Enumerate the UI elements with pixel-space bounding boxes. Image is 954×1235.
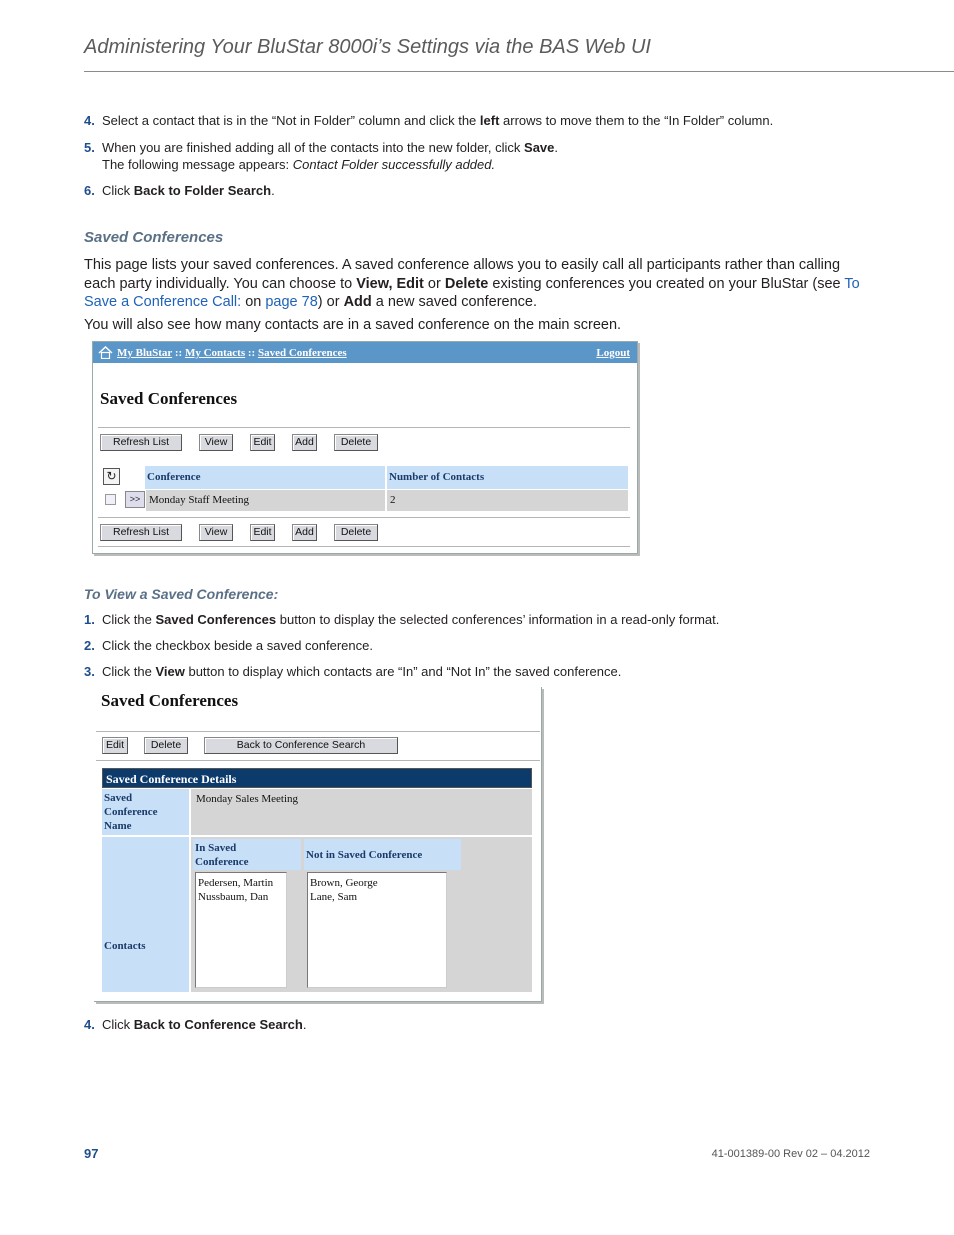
not-in-conference-listbox[interactable] bbox=[307, 872, 447, 988]
divider bbox=[96, 731, 540, 732]
step-number: 5. bbox=[84, 140, 95, 155]
refresh-icon[interactable]: ↻ bbox=[103, 468, 120, 485]
step-italic: Contact Folder successfully added. bbox=[292, 157, 496, 172]
add-button[interactable]: Add bbox=[292, 524, 317, 541]
step-bold: Saved Conferences bbox=[155, 612, 277, 627]
crumb-saved-conferences[interactable]: Saved Conferences bbox=[257, 347, 347, 359]
step-text: button to display the selected conferences’ information in a read-only format. bbox=[276, 612, 720, 627]
edit-button[interactable]: Edit bbox=[102, 737, 128, 754]
refresh-list-button[interactable]: Refresh List bbox=[100, 434, 182, 451]
step-bold: View bbox=[155, 664, 185, 679]
delete-button[interactable]: Delete bbox=[334, 524, 378, 541]
step-number: 1. bbox=[84, 612, 95, 627]
page-title: Saved Conferences bbox=[101, 691, 239, 710]
subsection-heading: To View a Saved Conference: bbox=[84, 586, 279, 602]
step-number: 4. bbox=[84, 113, 95, 128]
step-text: . bbox=[271, 183, 275, 198]
step-text: Click bbox=[102, 183, 134, 198]
logout-link[interactable]: Logout bbox=[596, 347, 630, 359]
divider bbox=[98, 517, 630, 518]
details-header: Saved Conference Details bbox=[102, 768, 532, 788]
step-number: 6. bbox=[84, 183, 95, 198]
view-step-3 bbox=[84, 663, 884, 681]
column-header-count[interactable]: Number of Contacts bbox=[387, 466, 628, 489]
list-item[interactable]: Pedersen, Martin bbox=[198, 877, 274, 889]
divider bbox=[98, 427, 630, 428]
conference-name-value: Monday Sales Meeting bbox=[191, 789, 532, 835]
crumb-my-contacts[interactable]: My Contacts bbox=[184, 347, 246, 359]
divider bbox=[98, 546, 630, 547]
view-step-1 bbox=[84, 611, 884, 629]
step-bold: left bbox=[479, 113, 500, 128]
step-text: . bbox=[554, 140, 559, 155]
cell-conference-name: Monday Staff Meeting bbox=[146, 490, 385, 511]
header-line: Conference bbox=[195, 856, 249, 868]
label-line: Saved bbox=[104, 792, 133, 804]
step-number: 3. bbox=[84, 664, 95, 679]
step-text: arrows to move them to the “In Folder” column. bbox=[499, 113, 774, 128]
nav-bar bbox=[93, 342, 637, 363]
delete-button[interactable]: Delete bbox=[144, 737, 188, 754]
section-heading: Saved Conferences bbox=[84, 229, 224, 246]
step-text: Click the checkbox beside a saved conference. bbox=[102, 638, 373, 653]
breadcrumb bbox=[117, 347, 347, 359]
cell-contact-count: 2 bbox=[387, 490, 628, 511]
view-step-4 bbox=[84, 1016, 884, 1034]
divider bbox=[96, 760, 540, 761]
section-paragraph-2: You will also see how many contacts are in a saved conference on the main screen. bbox=[84, 317, 622, 333]
para-bold: View, Edit bbox=[356, 275, 424, 292]
para-text: ) or bbox=[317, 294, 344, 310]
header-divider bbox=[84, 71, 954, 72]
step-text: Click the bbox=[102, 664, 156, 679]
expand-row-button[interactable]: >> bbox=[125, 491, 145, 508]
list-item[interactable]: Lane, Sam bbox=[310, 891, 358, 903]
not-in-conference-header: Not in Saved Conference bbox=[304, 839, 461, 870]
in-conference-listbox[interactable] bbox=[195, 872, 287, 988]
home-icon[interactable] bbox=[98, 346, 113, 359]
step-bold: Back to Conference Search bbox=[133, 1017, 303, 1032]
section-paragraph bbox=[84, 256, 874, 312]
step-text: The following message appears: bbox=[102, 157, 293, 172]
list-item[interactable]: Brown, George bbox=[310, 877, 378, 889]
back-to-conference-search-button[interactable]: Back to Conference Search bbox=[204, 737, 398, 754]
refresh-list-button[interactable]: Refresh List bbox=[100, 524, 182, 541]
step-4 bbox=[84, 112, 884, 130]
header-line: In Saved bbox=[195, 842, 237, 854]
step-text: . bbox=[302, 1017, 307, 1032]
page-header-title: Administering Your BluStar 8000i’s Settings via the BAS Web UI bbox=[84, 36, 651, 58]
label-line: Conference bbox=[104, 806, 158, 818]
page-number: 97 bbox=[84, 1146, 99, 1161]
saved-conference-details-screenshot bbox=[94, 687, 542, 1002]
step-5 bbox=[84, 139, 884, 175]
delete-button[interactable]: Delete bbox=[334, 434, 378, 451]
step-text: button to display which contacts are “In” and “Not In” the saved conference. bbox=[184, 664, 622, 679]
step-text: Select a contact that is in the “Not in Folder” column and click the bbox=[102, 113, 480, 128]
document-id: 41-001389-00 Rev 02 – 04.2012 bbox=[711, 1148, 870, 1160]
contacts-label: Contacts bbox=[102, 837, 189, 992]
add-button[interactable]: Add bbox=[292, 434, 317, 451]
para-text: on bbox=[241, 294, 266, 310]
para-text: a new saved conference. bbox=[371, 294, 537, 310]
step-text: Click bbox=[102, 1017, 134, 1032]
edit-button[interactable]: Edit bbox=[250, 524, 275, 541]
saved-conferences-screenshot bbox=[92, 341, 638, 554]
step-6 bbox=[84, 182, 884, 200]
para-bold: Delete bbox=[444, 275, 489, 292]
in-conference-header bbox=[193, 839, 301, 870]
edit-button[interactable]: Edit bbox=[250, 434, 275, 451]
link-page-78[interactable]: page 78 bbox=[265, 294, 318, 310]
crumb-my-blustar[interactable]: My BluStar bbox=[117, 347, 173, 359]
para-text: This page lists your saved conferences. A saved conference allows you to easily call all participants rather than calling each party individually. You can choose to bbox=[84, 257, 841, 292]
column-header-conference[interactable]: Conference bbox=[145, 466, 385, 489]
step-number: 2. bbox=[84, 638, 95, 653]
list-item[interactable]: Nussbaum, Dan bbox=[198, 891, 269, 903]
view-button[interactable]: View bbox=[199, 524, 233, 541]
crumb-separator: :: bbox=[245, 347, 258, 359]
view-step-2 bbox=[84, 637, 884, 655]
row-checkbox[interactable] bbox=[105, 494, 116, 505]
step-text: Click the bbox=[102, 612, 156, 627]
view-button[interactable]: View bbox=[199, 434, 233, 451]
step-bold: Save bbox=[524, 140, 555, 155]
step-number: 4. bbox=[84, 1017, 95, 1032]
label-line: Name bbox=[104, 820, 132, 832]
step-bold: Back to Folder Search bbox=[133, 183, 272, 198]
para-text: existing conferences you created on your BluStar (see bbox=[488, 275, 845, 292]
link-save-conference[interactable]: To Save a Conference Call: bbox=[84, 275, 860, 310]
para-text: or bbox=[423, 275, 445, 292]
step-text: When you are finished adding all of the contacts into the new folder, click bbox=[102, 140, 525, 155]
para-bold: Add bbox=[343, 294, 372, 310]
page-title: Saved Conferences bbox=[100, 389, 238, 408]
crumb-separator: :: bbox=[172, 347, 185, 359]
name-label bbox=[102, 789, 189, 835]
